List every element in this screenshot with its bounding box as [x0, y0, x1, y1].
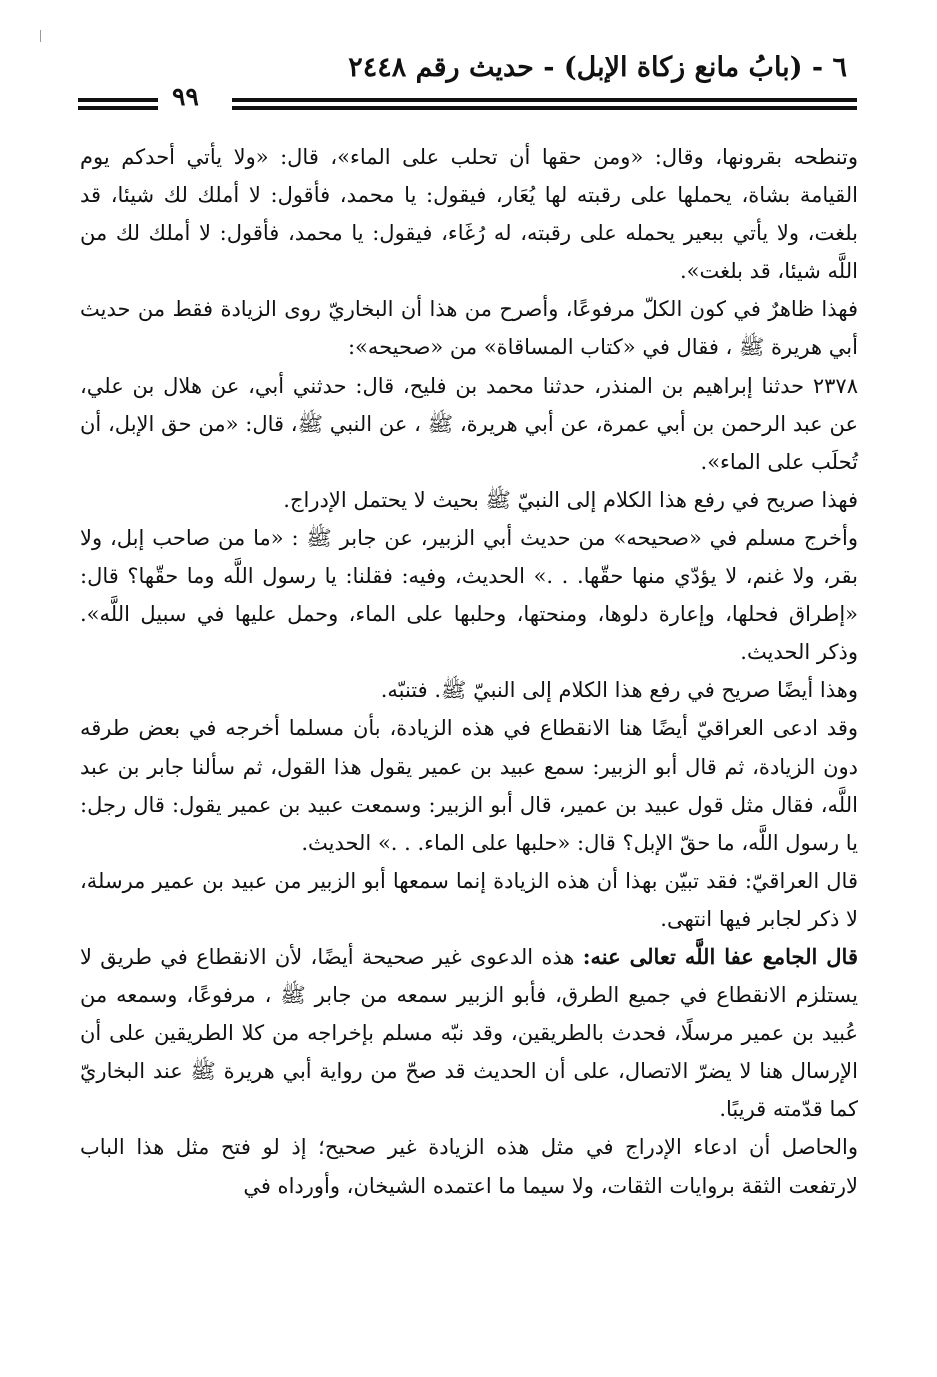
- paragraph: والحاصل أن ادعاء الإدراج في مثل هذه الزيادة غير صحيح؛ إذ لو فتح مثل هذا الباب لارتفعت الثقة بروايات الثقات، ولا سيما ما اعتمده الشيخان، وأورداه في: [80, 1135, 858, 1198]
- page-number: ٩٩: [172, 82, 199, 111]
- header-rule: [232, 106, 857, 110]
- paragraph: قال العراقيّ: فقد تبيّن بهذا أن هذه الزيادة إنما سمعها أبو الزبير من عبيد بن عمير مرسلة، لا ذكر لجابر فيها انتهى.: [80, 868, 858, 931]
- paragraph: ٢٣٧٨ حدثنا إبراهيم بن المنذر، حدثنا محمد بن فليح، قال: حدثني أبي، عن هلال بن علي، عن عبد الرحمن بن أبي عمرة، عن أبي هريرة، ﷺ ، عن النبي ﷺ، قال: «من حق الإبل، أن تُحلَب على الماء».: [80, 373, 858, 474]
- running-header-title: ٦ - (بابُ مانع زكاة الإبل) - حديث رقم ٢٤٤٨: [348, 52, 847, 83]
- paragraph: وقد ادعى العراقيّ أيضًا هنا الانقطاع في هذه الزيادة، بأن مسلما أخرجه في بعض طرقه دون الزيادة، ثم قال أبو الزبير: سمع عبيد بن عمير يقول هذا القول، ثم سألنا جابر بن عبد اللَّه، فقال مثل قول عبيد بن عمير، قال أبو الزبير: وسمعت عبيد بن عمير يقول: قال رجل: يا رسول اللَّه، ما حقّ الإبل؟ قال: «حلبها على الماء. . .» الحديث.: [80, 716, 858, 855]
- paragraph: وتنطحه بقرونها، وقال: «ومن حقها أن تحلب على الماء»، قال: «ولا يأتي أحدكم يوم القيامة بشاة، يحملها على رقبته لها يُعَار، فيقول: يا محمد، فأقول: لا أملك لك شيئا، قد بلغت، ولا يأتي ببعير يحمله على رقبته، له رُغَاء، فيقول: يا محمد، فأقول: لا أملك لك من اللَّه شيئا، قد بلغت».: [80, 145, 858, 284]
- header-rule: [78, 106, 158, 110]
- header-rule: [232, 98, 857, 102]
- paragraph: وهذا أيضًا صريح في رفع هذا الكلام إلى النبيّ ﷺ. فتنبّه.: [380, 678, 858, 703]
- body-text: [80, 138, 858, 1205]
- paragraph-body: هذه الدعوى غير صحيحة أيضًا، لأن الانقطاع في طريق لا يستلزم الانقطاع في جميع الطرق، فأبو الزبير سمعه من جابر ﷺ ، مرفوعًا، وسمعه من عُبيد بن عمير مرسلًا، فحدث بالطريقين، وقد نبّه مسلم بإخراجه من كلا الطريقين على أن الإرسال هنا لا يضرّ الاتصال، على أن الحديث قد صحّ من رواية أبي هريرة ﷺ عند البخاريّ كما قدّمته قريبًا.: [80, 944, 858, 1122]
- paragraph: فهذا ظاهرٌ في كون الكلّ مرفوعًا، وأصرح من هذا أن البخاريّ روى الزيادة فقط من حديث أبي هريرة ﷺ ، فقال في «كتاب المساقاة» من «صحيحه»:: [80, 297, 858, 360]
- paragraph: فهذا صريح في رفع هذا الكلام إلى النبيّ ﷺ بحيث لا يحتمل الإدراج.: [283, 487, 858, 512]
- margin-mark: [40, 30, 41, 42]
- paragraph: وأخرج مسلم في «صحيحه» من حديث أبي الزبير، عن جابر ﷺ : «ما من صاحب إبل، ولا بقر، ولا غنم، لا يؤدّي منها حقّها. . .» الحديث، وفيه: فقلنا: يا رسول اللَّه وما حقّها؟ قال: «إطراق فحلها، وإعارة دلوها، ومنحتها، وحلبها على الماء، وحمل عليها في سبيل اللَّه». وذكر الحديث.: [80, 525, 858, 665]
- header-rule: [78, 98, 158, 102]
- lead-in-heading: قال الجامع عفا اللَّه تعالى عنه:: [582, 943, 858, 969]
- paragraph-with-lead: [80, 938, 858, 1128]
